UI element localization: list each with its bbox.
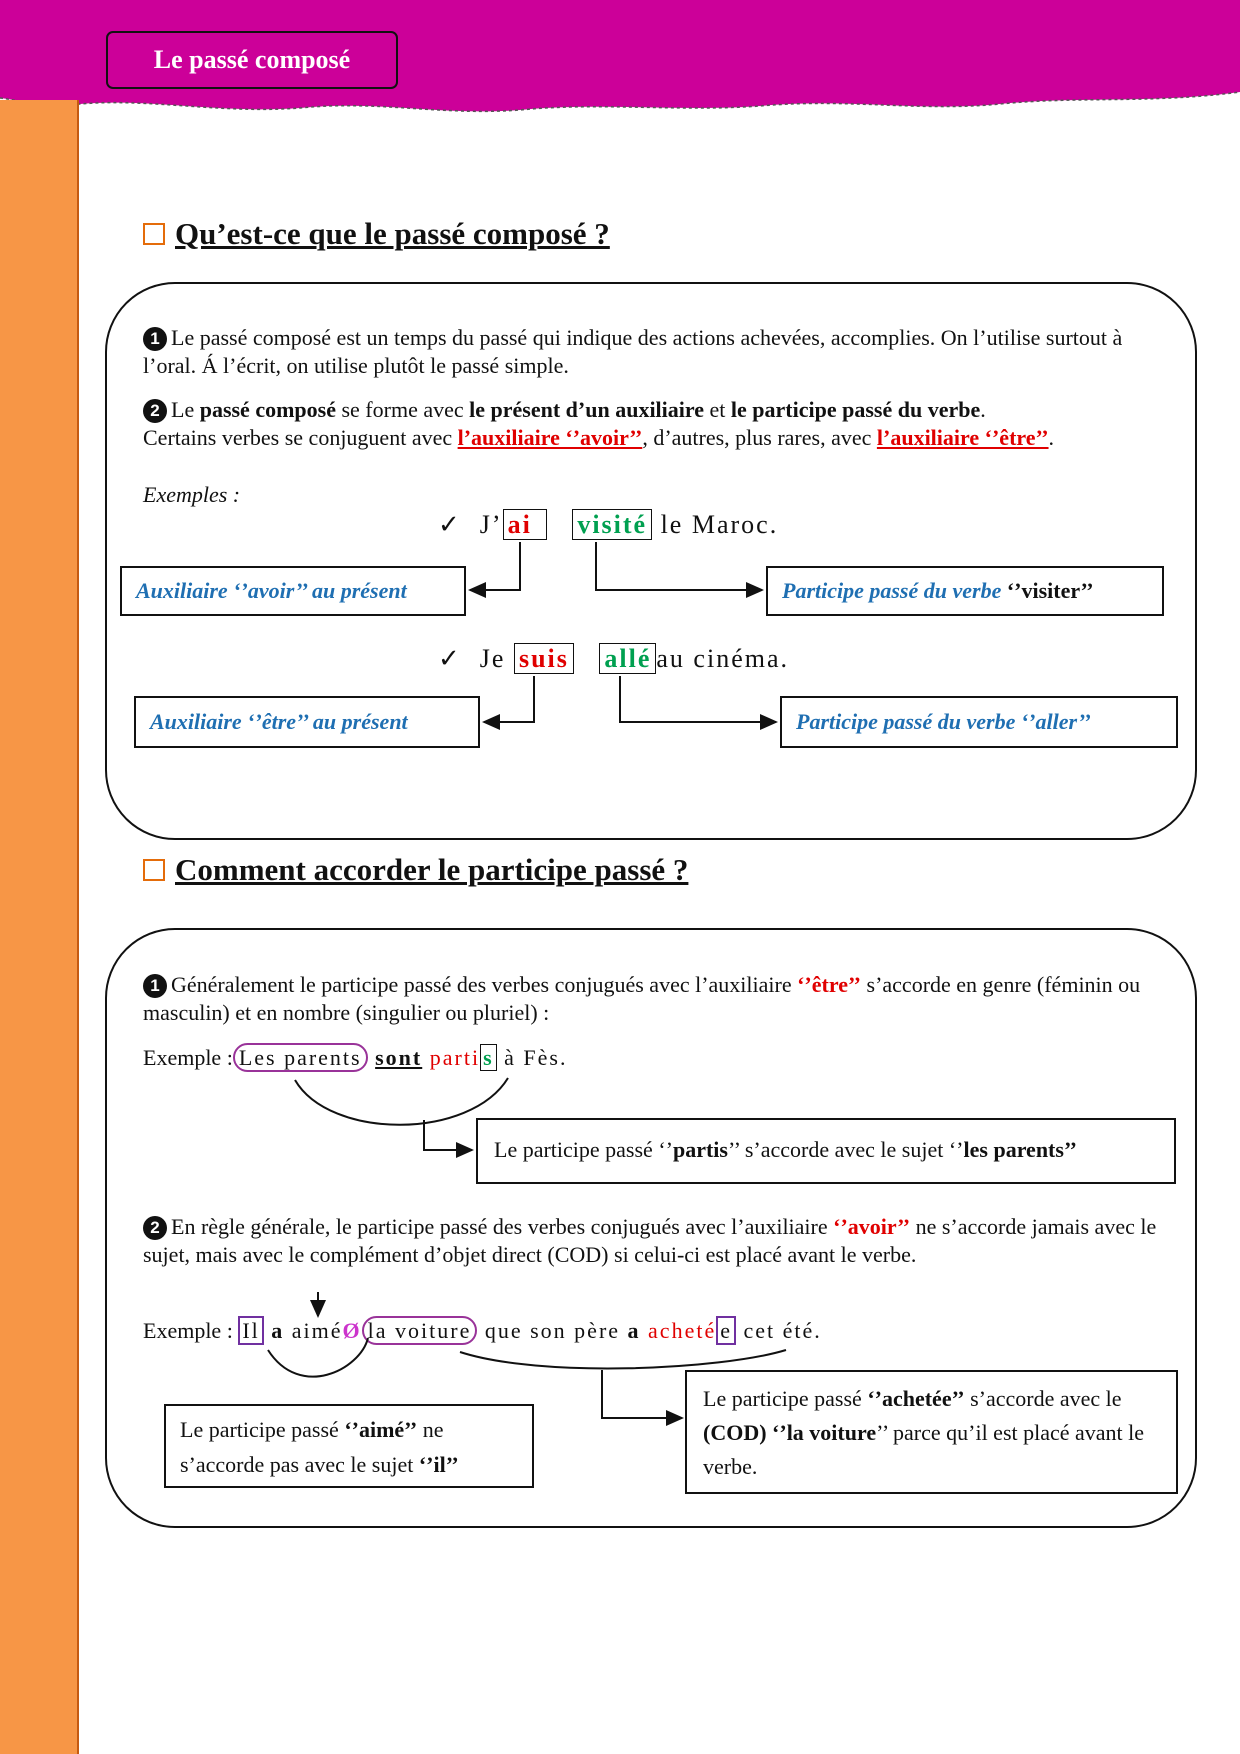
agreement-s: s <box>480 1044 497 1071</box>
agreement-e: e <box>716 1316 736 1345</box>
number-badge-2: 2 <box>143 1216 167 1240</box>
section1-heading: Qu’est-ce que le passé composé ? <box>143 216 610 252</box>
note-auxiliaire-avoir: Auxiliaire ‘’avoir’’ au présent <box>120 566 466 616</box>
auxiliary-suis: suis <box>514 643 574 674</box>
participle-alle: allé <box>599 643 656 674</box>
participle-visite: visité <box>572 509 652 540</box>
note-partis-accord: Le participe passé ‘’partis’’ s’accorde avec le sujet ‘’les parents’’ <box>476 1118 1176 1184</box>
page-title: Le passé composé <box>106 31 398 89</box>
subject-les-parents: Les parents <box>233 1043 368 1072</box>
example-etre-accord: Exemple : Les parents sont parti s à Fès. <box>143 1045 568 1070</box>
examples-label: Exemples : <box>143 482 241 507</box>
cod-la-voiture: la voiture <box>362 1316 478 1345</box>
section2-heading: Comment accorder le participe passé ? <box>143 852 688 888</box>
sidebar-edge <box>77 100 79 1754</box>
zero-agreement-mark: Ø <box>342 1318 362 1343</box>
note-aime-no-accord: Le participe passé ‘’aimé’’ ne s’accorde pas avec le sujet ‘’il’’ <box>164 1404 534 1488</box>
example-avoir-accord: Exemple : Il a aiméØ la voiture que son père a acheté e cet été. <box>143 1318 822 1343</box>
number-badge-2: 2 <box>143 399 167 423</box>
subject-il: Il <box>238 1316 263 1345</box>
check-icon: ✓ <box>438 644 462 673</box>
left-sidebar-band <box>0 100 78 1754</box>
example-sentence-etre: ✓ Je suis allé au cinéma. <box>438 644 789 673</box>
number-badge-1: 1 <box>143 974 167 998</box>
section1-paragraph-1: 1 Le passé composé est un temps du passé qui indique des actions achevées, accomplies. On l’utilise surtout à l’oral. Á l’écrit, on utilise plutôt le passé simple. <box>143 325 1123 378</box>
note-participe-visiter: Participe passé du verbe ‘’visiter’’ <box>766 566 1164 616</box>
example-sentence-avoir: ✓ J’ ai visité le Maroc. <box>438 510 779 539</box>
section2-paragraph-1: 1 Généralement le participe passé des verbes conjugués avec l’auxiliaire ‘’être’’ s’accorde en genre (féminin ou masculin) et en nombre (singulier ou pluriel) : <box>143 972 1141 1025</box>
note-achetee-accord: Le participe passé ‘’achetée’’ s’accorde avec le (COD) ‘’la voiture’’ parce qu’il est placé avant le verbe. <box>685 1370 1178 1494</box>
number-badge-1: 1 <box>143 327 167 351</box>
check-icon: ✓ <box>438 510 462 539</box>
section2-paragraph-2: 2 En règle générale, le participe passé des verbes conjugués avec l’auxiliaire ‘’avoir’’ ne s’accorde jamais avec le sujet, mais avec le complément d’objet direct (COD) si celui-ci est placé avant le verbe. <box>143 1214 1157 1267</box>
note-participe-aller: Participe passé du verbe ‘’aller’’ <box>780 696 1178 748</box>
auxiliary-ai: ai <box>503 509 547 540</box>
checkbox-icon <box>143 859 165 881</box>
section1-paragraph-2: 2 Le passé composé se forme avec le présent d’un auxiliaire et le participe passé du verbe. Certains verbes se conjuguent avec l’auxiliaire ‘’avoir’’, d’autres, plus rares, avec l’auxiliaire ‘’être’’. <box>143 397 1055 450</box>
note-auxiliaire-etre: Auxiliaire ‘’être’’ au présent <box>134 696 480 748</box>
checkbox-icon <box>143 223 165 245</box>
